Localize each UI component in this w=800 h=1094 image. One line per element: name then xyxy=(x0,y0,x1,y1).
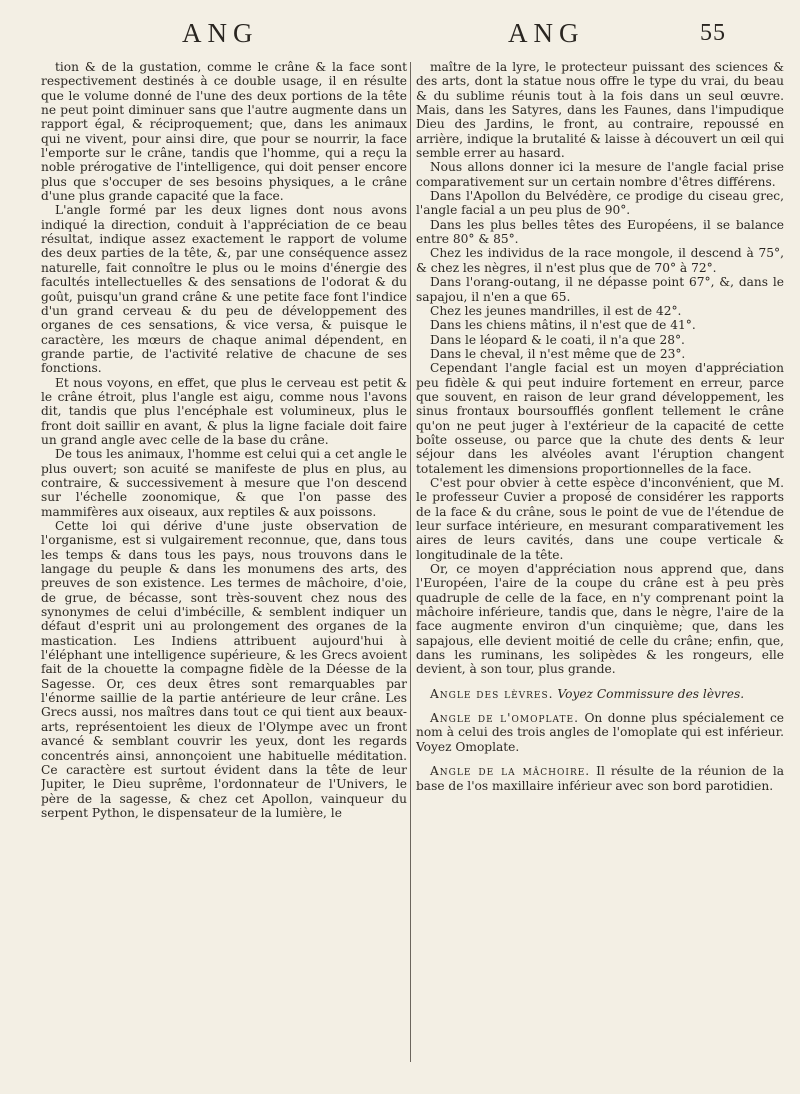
right-paragraph-9: Dans le léopard & le coati, il n'a que 28°. xyxy=(430,332,685,347)
entry-angle-des-levres xyxy=(416,687,784,701)
right-paragraph-10: Dans le cheval, il n'est même que de 23°. xyxy=(430,346,686,361)
right-paragraph-11: Cependant l'angle facial est un moyen d'appréciation peu fidèle & qui peut induire fortement en erreur, parce que souvent, en raison de leur grand développement, les sinus frontaux boursoufflés gonflent tellement le crâne qu'on ne peut juger à l'extérieur de la capacité de cette boîte osseuse, ou parce que la chute des dents & leur séjour dans les alvéoles avant l'éruption changent totalement les dimensions proportionnelles de la face. xyxy=(416,361,784,476)
page-number: 55 xyxy=(700,20,726,46)
right-paragraph-7: Chez les jeunes mandrilles, il est de 42°. xyxy=(430,303,682,318)
right-paragraph-13: Or, ce moyen d'appréciation nous apprend que, dans l'Européen, l'aire de la coupe du crâne est à peu près quadruple de celle de la face, en n'y comprenant point la mâchoire inférieure, tandis que, dans le nègre, l'aire de la face augmente environ d'un cinquième; que, dans les sapajous, elle devient moitié de celle du crâne; enfin, que, dans les ruminans, les solipèdes & les rongeurs, elle devient, à son tour, plus grande. xyxy=(416,562,784,677)
entry-text: Il résulte de la réunion de la base de l'os maxillaire inférieur avec son bord parotidien. xyxy=(416,764,784,793)
entry-headword: Angle de la mâchoire. xyxy=(430,764,591,779)
right-column xyxy=(416,60,784,1080)
header-left-word: ANG xyxy=(182,18,259,48)
column-divider xyxy=(410,62,411,1062)
left-paragraph-3: Et nous voyons, en effet, que plus le cerveau est petit & le crâne étroit, plus l'angle est aigu, comme nous l'avons dit, tandis que plus l'encéphale est volumineux, plus le front doit saillir en avant, & plus la ligne faciale doit faire un grand angle avec celle de la base du crâne. xyxy=(41,375,407,447)
left-paragraph-5: Cette loi qui dérive d'une juste observation de l'organisme, est si vulgairement reconnue, que, dans tous les temps & dans tous les pays, nous trouvons dans le langage du peuple & dans les monumens des arts, des preuves de son existence. Les termes de mâchoire, d'oie, de grue, de bécasse, sont très-souvent chez nous des synonymes de celui d'imbécille, & semblent indiquer un défaut d'esprit uni au prolongement des organes de la mastication. Les Indiens attribuent aujourd'hui à l'éléphant une intelligence supérieure, & les Grecs avoient fait de la chouette la compagne fidèle de la Déesse de la Sagesse. Or, ces deux êtres sont remarquables par l'énorme saillie de la partie antérieure de leur crâne. Les Grecs aussi, nos maîtres dans tout ce qui tient aux beaux-arts, représentoient les dieux de l'Olympe avec un front avancé & semblant couvrir les yeux, dont les regards concentrés ainsi, annonçoient une habituelle méditation. Ce caractère est surtout évident dans la tête de leur Jupiter, le Dieu suprême, l'ordonnateur de l'Univers, le père de la sagesse, & chez cet Apollon, vainqueur du serpent Python, le dispensateur de la lumière, le xyxy=(41,519,407,820)
right-paragraph-2: Nous allons donner ici la mesure de l'angle facial prise comparativement sur un certain nombre d'êtres différens. xyxy=(416,160,784,189)
entry-headword: Angle des lèvres. xyxy=(430,686,554,701)
entry-text: On donne plus spécialement ce nom à celui des trois angles de l'omoplate qui est inférieur. Voyez Omoplate. xyxy=(416,711,784,754)
right-paragraph-6: Dans l'orang-outang, il ne dépasse point 67°, &, dans le sapajou, il n'en a que 65. xyxy=(416,275,784,304)
left-paragraph-1: tion & de la gustation, comme le crâne & la face sont respectivement destinés à ce double usage, il en résulte que le volume donné de l'une des deux portions de la tête ne peut point diminuer sans que l'autre augmente dans un rapport égal, & réciproquement; que, dans les animaux qui ne vivent, pour ainsi dire, que pour se nourrir, la face l'emporte sur le crâne, tandis que l'homme, qui a reçu la noble prérogative de l'intelligence, qui doit penser encore plus que s'occuper de ses besoins physiques, a le crâne d'une plus grande capacité que la face. xyxy=(41,60,407,204)
right-paragraph-3: Dans l'Apollon du Belvédère, ce prodige du ciseau grec, l'angle facial a un peu plus de 90°. xyxy=(416,189,784,218)
right-paragraph-8: Dans les chiens mâtins, il n'est que de 41°. xyxy=(430,318,696,333)
entry-angle-de-l-omoplate xyxy=(416,711,784,754)
left-column xyxy=(41,60,407,1080)
right-paragraph-1: maître de la lyre, le protecteur puissant des sciences & des arts, dont la statue nous offre le type du vrai, du beau & du sublime réunis tout à la fois dans un seul œuvre. Mais, dans les Satyres, dans les Faunes, dans l'impudique Dieu des Jardins, le front, au contraire, repoussé en arrière, indique la brutalité & laisse à découvert un œil qui semble errer au hasard. xyxy=(416,60,784,161)
entry-angle-de-la-machoire xyxy=(416,764,784,793)
right-paragraph-5: Chez les individus de la race mongole, il descend à 75°, & chez les nègres, il n'est plus que de 70° à 72°. xyxy=(416,246,784,275)
right-paragraph-4: Dans les plus belles têtes des Européens, il se balance entre 80° & 85°. xyxy=(416,217,784,247)
entry-headword: Angle de l'omoplate. xyxy=(430,711,579,726)
left-paragraph-4: De tous les animaux, l'homme est celui qui a cet angle le plus ouvert; son acuité se manifeste de plus en plus, au contraire, & successivement à mesure que l'on descend sur l'échelle zoonomique, & que l'on passe des mammifères aux oiseaux, aux reptiles & aux poissons. xyxy=(41,447,407,519)
header-right-word: ANG xyxy=(508,18,585,48)
left-paragraph-2: L'angle formé par les deux lignes dont nous avons indiqué la direction, conduit à l'appréciation de ce beau résultat, indique assez exactement le rapport de volume des deux parties de la tête, &, par une conséquence assez naturelle, fait connoître le plus ou le moins d'énergie des facultés intellectuelles & des sensations de l'odorat & du goût, puisqu'un grand crâne & une petite face font l'indice d'un grand cerveau & du peu de développement des organes de ces sensations, & vice versa, & puisque le caractère, les mœurs de chaque animal dépendent, en grande partie, de l'activité relative de chacune de ses fonctions. xyxy=(41,203,407,376)
entry-text: Voyez Commissure des lèvres. xyxy=(557,686,745,701)
running-header xyxy=(0,18,800,58)
right-paragraph-12: C'est pour obvier à cette espèce d'inconvénient, que M. le professeur Cuvier a proposé de considérer les rapports de la face & du crâne, sous le point de vue de l'étendue de leur surface intérieure, en mesurant comparativement les aires de leurs cavités, dans une coupe verticale & longitudinale de la tête. xyxy=(416,475,784,562)
